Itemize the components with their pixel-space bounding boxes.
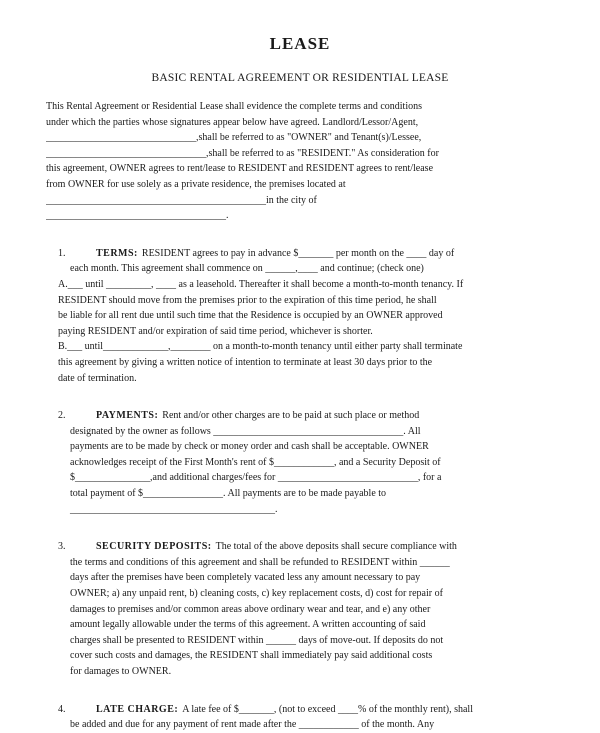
section-body-line: paying RESIDENT and/or expiration of said time period, whichever is shorter. [58,325,373,337]
section-number: 3. [58,541,66,553]
document-title: LEASE [269,34,331,53]
section-number: 1. [58,247,66,259]
section-heading-line [58,702,542,718]
section-heading-line [58,539,542,555]
section-body-line: this agreement by giving a written notice of intention to terminate at least 30 days prior to the [58,356,433,368]
intro-line: ____________________________________________in the city of [46,194,317,206]
section-3 [58,539,542,679]
section-body-line: be liable for all rent due until such time that the Residence is occupied by an OWNER approved [58,310,443,322]
section-body-line: acknowledges receipt of the First Month's rent of $____________, and a Security Deposit of [70,456,441,468]
section-title: PAYMENTS: [96,410,159,422]
intro-line: ________________________________,shall be referred to as "RESIDENT." As consideration for [46,147,439,159]
section-body-line: total payment of $________________. All payments are to be made payable to [70,488,387,500]
section-2 [58,408,542,517]
section-body-line: cover such costs and damages, the RESIDENT shall immediately pay said additional costs [70,650,433,662]
section-body-line: payments are to be made by check or money order and cash shall be acceptable. OWNER [70,441,429,453]
section-body-line: RESIDENT should move from the premises prior to the expiration of this time period, he shall [58,294,437,306]
section-first-line-text: Rent and/or other charges are to be paid at such place or method [162,410,420,422]
section-body-line: days after the premises have been completely vacated less any amount necessary to pay [70,572,421,584]
section-body-line: OWNER; a) any unpaid rent, b) cleaning costs, c) key replacement costs, d) cost for repair of [70,588,443,600]
section-body-line: be added and due for any payment of rent made after the ____________ of the month. Any [70,719,435,731]
section-body-line: damages to premises and/or common areas above ordinary wear and tear, and e) any other [70,603,431,615]
section-body-line: date of termination. [58,372,137,384]
section-number: 4. [58,703,66,715]
intro-line: ______________________________,shall be referred to as "OWNER" and Tenant(s)/Lessee, [46,132,422,144]
intro-line: this agreement, OWNER agrees to rent/lease to RESIDENT and RESIDENT agrees to rent/lease [46,163,434,175]
section-heading-line [58,408,542,424]
section-body-line: amount legally allowable under the terms of this agreement. A written accounting of said [70,619,426,631]
section-title: LATE CHARGE: [96,703,179,715]
section-number: 2. [58,410,66,422]
section-body-line: B.___ until_____________,________ on a month-to-month tenancy until either party shall terminate [58,341,463,353]
section-heading-line [58,246,542,262]
section-body-line: designated by the owner as follows ______________________________________. All [70,425,421,437]
section-body-line: $_______________,and additional charges/fees for ____________________________, for a [70,472,442,484]
section-first-line-text: The total of the above deposits shall secure compliance with [215,541,457,553]
section-first-line-text: RESIDENT agrees to pay in advance $_______ per month on the ____ day of [141,247,455,259]
section-1 [58,246,542,386]
section-4 [58,702,542,733]
intro-line: ____________________________________. [46,210,229,222]
section-title: SECURITY DEPOSITS: [96,541,212,553]
section-body-line: A.___ until _________, ____ as a leasehold. Thereafter it shall become a month-to-month tenancy. If [58,278,464,290]
lease-sections [58,246,542,733]
document-subtitle: BASIC RENTAL AGREEMENT OR RESIDENTIAL LEASE [151,72,449,84]
intro-line: This Rental Agreement or Residential Lease shall evidence the complete terms and conditions [46,101,422,112]
intro-line: under which the parties whose signatures appear below have agreed. Landlord/Lessor/Agent, [46,116,419,128]
section-body-line: charges shall be presented to RESIDENT within ______ days of move-out. If deposits do not [70,634,444,646]
intro-paragraph [46,99,542,224]
section-body-line: the terms and conditions of this agreement and shall be refunded to RESIDENT within ______ [70,556,450,568]
section-body-line: each month. This agreement shall commence on ______,____ and continue; (check one) [70,263,424,275]
section-body-line: _________________________________________. [70,503,278,515]
intro-line: from OWNER for use solely as a private residence, the premises located at [46,178,346,190]
section-first-line-text: A late fee of $_______, (not to exceed ____% of the monthly rent), shall [182,703,473,715]
section-body-line: for damages to OWNER. [70,666,172,677]
section-title: TERMS: [96,247,138,259]
